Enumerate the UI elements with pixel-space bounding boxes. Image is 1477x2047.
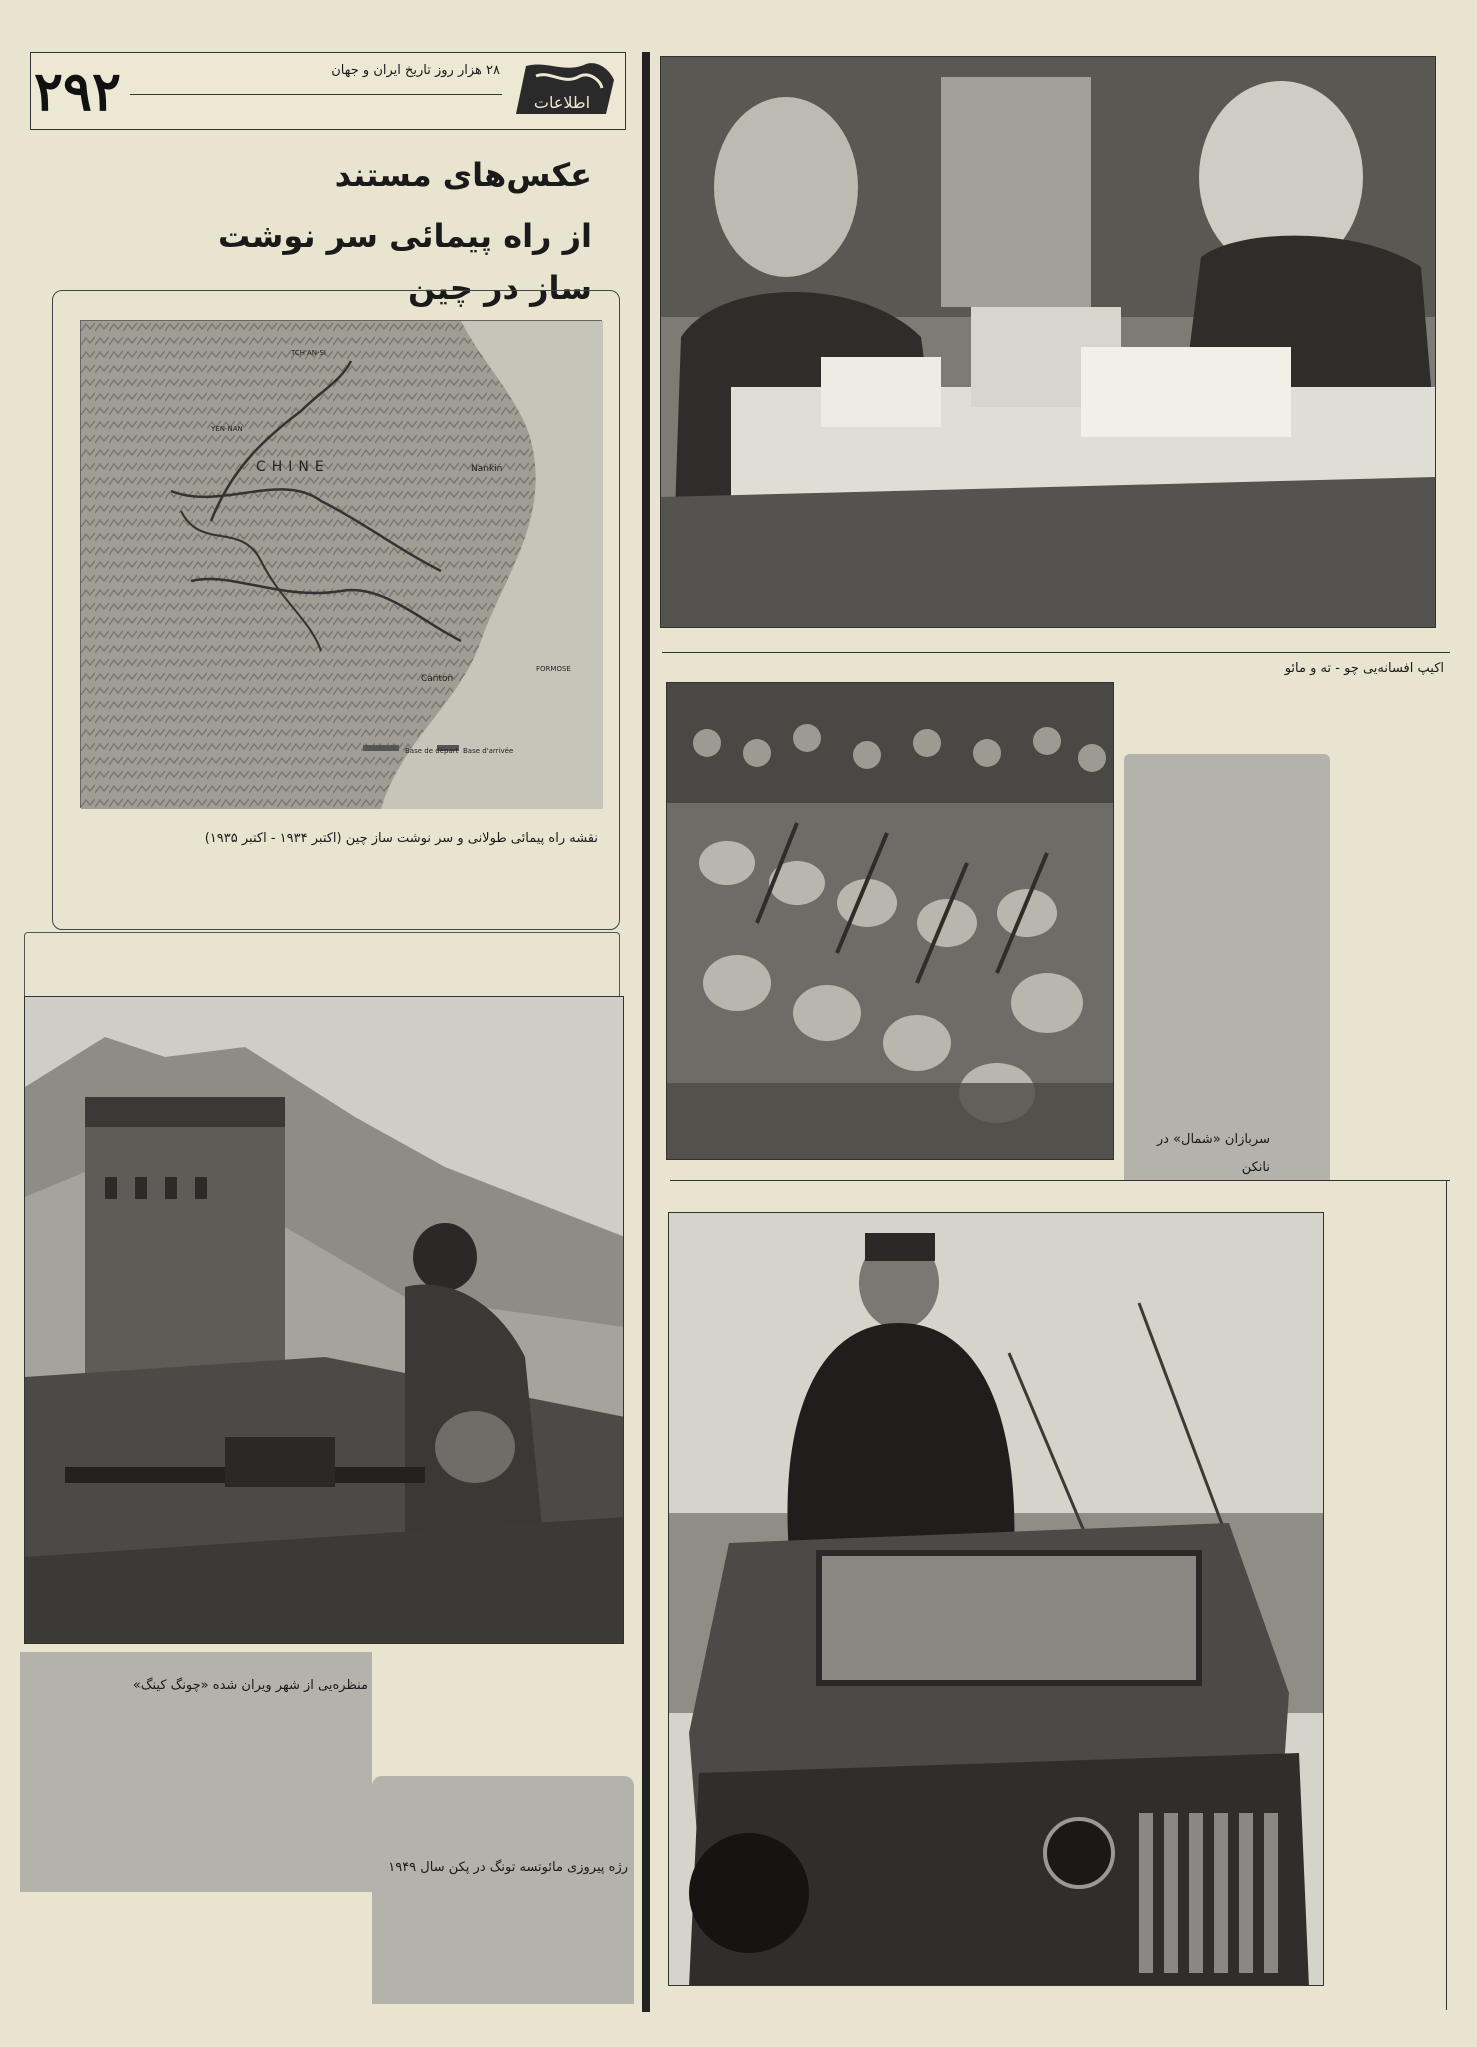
photo-caption: منظره‌یی از شهر ویران شده «چونگ کینگ» — [132, 1678, 368, 1693]
svg-text:CHINE: CHINE — [256, 459, 330, 475]
photo-two-leaders — [660, 56, 1436, 628]
caption-box — [1124, 754, 1330, 1180]
svg-text:FORMOSE: FORMOSE — [536, 665, 571, 673]
map-caption: نقشه راه پیمائی طولانی و سر نوشت ساز چین (اکتبر ۱۹۳۴ - اکتبر ۱۹۳۵) — [204, 831, 598, 846]
page-number: ۲۹۲ — [34, 59, 122, 123]
series-title: ۲۸ هزار روز تاریخ ایران و جهان — [331, 63, 500, 78]
photo-victory-parade — [668, 1212, 1324, 1986]
photo-caption: اکیپ افسانه‌یی چو - ته و مائو — [1284, 661, 1444, 676]
divider-rule — [670, 1180, 1450, 1181]
header-rule — [130, 94, 502, 95]
svg-text:YEN-NAN: YEN-NAN — [211, 425, 243, 433]
caption-box — [372, 1776, 634, 2004]
photo-great-wall-soldiers — [24, 996, 624, 1644]
photo-caption: سربازان «شمال» در نانکن — [1156, 1132, 1270, 1175]
svg-text:اطلاعات: اطلاعات — [533, 93, 591, 112]
svg-text:TCH'AN-SI: TCH'AN-SI — [291, 349, 326, 357]
article-title-line1: عکس‌های مستند — [334, 156, 592, 194]
column-divider — [642, 52, 650, 2012]
svg-text:Base de départ: Base de départ — [405, 747, 459, 755]
divider-rule — [1446, 1180, 1447, 2010]
svg-text:Canton: Canton — [421, 674, 454, 684]
photo-soldiers — [666, 682, 1114, 1160]
photo-caption: رژه پیروزی مائوتسه تونگ در پکن سال ۱۹۴۹ — [388, 1860, 628, 1875]
newspaper-logo — [506, 56, 618, 122]
article-title-line2: از راه پیمائی سر نوشت ساز در چین — [218, 217, 592, 307]
divider-rule — [662, 652, 1450, 653]
svg-text:Base d'arrivée: Base d'arrivée — [463, 747, 514, 755]
long-march-map — [80, 320, 602, 808]
svg-text:Nankin: Nankin — [471, 464, 503, 474]
